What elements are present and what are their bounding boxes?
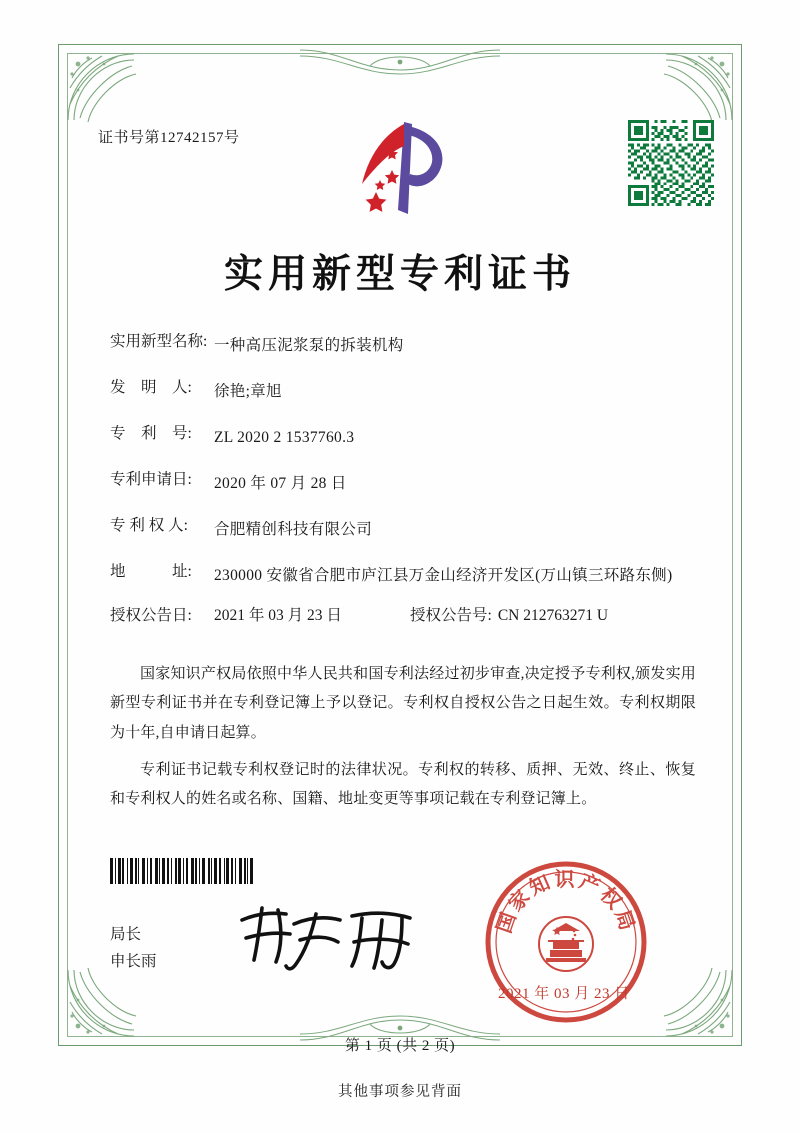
grant-date-value: 2021 年 03 月 23 日	[214, 607, 342, 625]
field-label: 发 明 人:	[110, 379, 192, 397]
field-value: 2020 年 07 月 28 日	[214, 475, 347, 493]
certificate-number: 证书号第12742157号	[98, 130, 240, 146]
field-label: 专 利 权 人:	[110, 517, 188, 535]
paragraph-2: 专利证书记载专利权登记时的法律状况。专利权的转移、质押、无效、终止、恢复和专利权人的姓名或名称、国籍、地址变更等事项记载在专利登记簿上。	[110, 761, 696, 807]
field-application-date	[110, 472, 700, 496]
field-value: 徐艳;章旭	[214, 383, 282, 401]
field-value: 合肥精创科技有限公司	[214, 521, 373, 539]
field-patentee	[110, 518, 700, 542]
field-label: 地 址:	[110, 563, 192, 581]
legal-body-text	[110, 660, 696, 822]
field-label: 实用新型名称:	[110, 333, 208, 350]
grant-number-value: CN 212763271 U	[497, 607, 609, 625]
field-inventor	[110, 380, 700, 404]
field-list	[110, 334, 700, 624]
field-address	[110, 564, 700, 588]
field-value: ZL 2020 2 1537760.3	[214, 429, 355, 447]
paragraph-1: 国家知识产权局依照中华人民共和国专利法经过初步审查,决定授予专利权,颁发实用新型专利证书并在专利登记簿上予以登记。专利权自授权公告之日起生效。专利权期限为十年,自申请日起算。	[110, 666, 696, 741]
field-patent-number	[110, 426, 700, 450]
director-label: 局长	[110, 926, 142, 943]
handwritten-signature-icon	[232, 898, 432, 976]
svg-text:国家知识产权局: 国家知识产权局	[491, 867, 641, 937]
seal-date: 2021 年 03 月 23 日	[498, 986, 630, 1002]
page-number: 第 1 页 (共 2 页)	[344, 1038, 456, 1054]
cnipa-logo-icon	[352, 118, 462, 218]
field-value: 一种高压泥浆泵的拆装机构	[214, 337, 404, 354]
page-title: 实用新型专利证书	[223, 251, 576, 297]
field-utility-model-name	[110, 334, 700, 358]
grant-date-label: 授权公告日:	[110, 607, 192, 625]
director-name: 申长雨	[110, 953, 157, 971]
field-label: 专 利 号:	[110, 425, 192, 443]
grant-notice-row	[110, 608, 700, 624]
back-page-note: 其他事项参见背面	[338, 1084, 462, 1100]
director-block	[110, 921, 157, 975]
grant-number-label: 授权公告号:	[410, 607, 492, 625]
barcode	[110, 858, 316, 884]
qr-code-icon	[628, 120, 714, 206]
field-label: 专利申请日:	[110, 471, 192, 489]
field-value: 230000 安徽省合肥市庐江县万金山经济开发区(万山镇三环路东侧)	[214, 567, 673, 585]
